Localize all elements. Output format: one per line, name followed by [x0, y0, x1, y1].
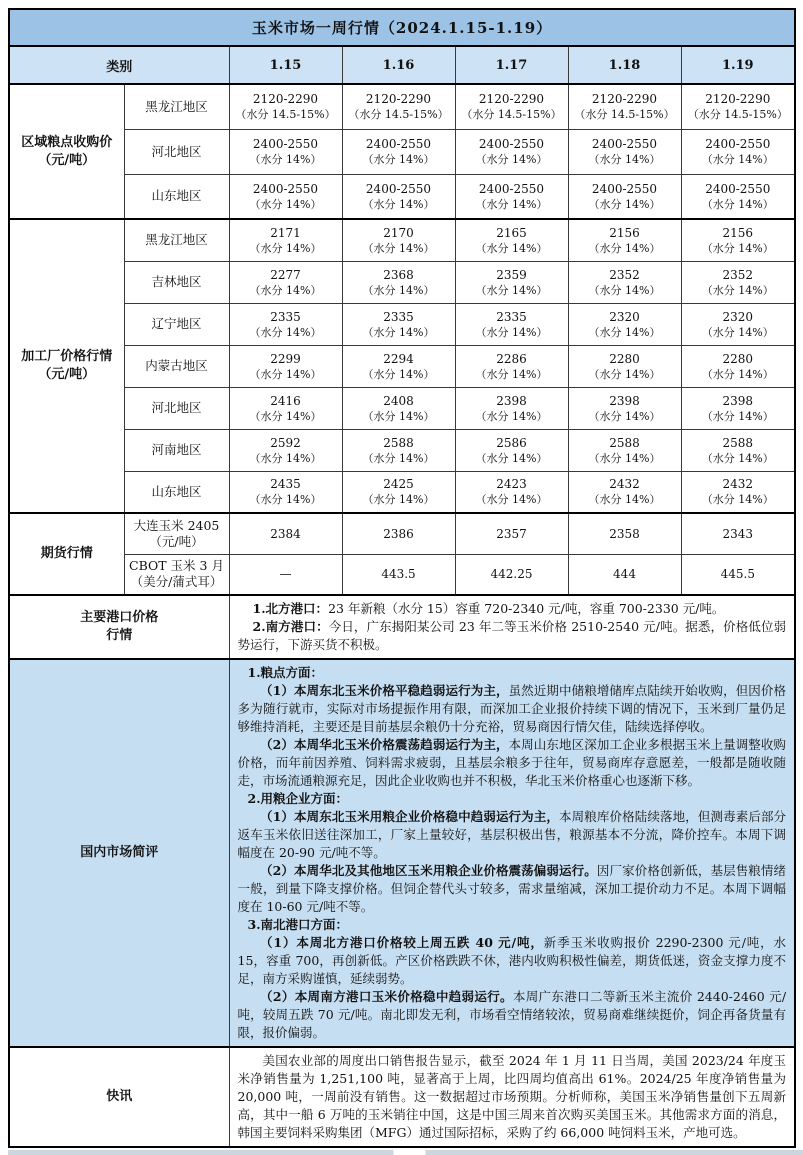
moisture-note: （水分 14%） [588, 325, 661, 339]
news-content [229, 1047, 795, 1147]
price-cell [455, 345, 568, 387]
page-bottom-strip [8, 1150, 803, 1155]
paragraph [238, 682, 787, 736]
date-column-header: 1.16 [342, 46, 455, 84]
row-label [124, 387, 229, 429]
price-cell [568, 429, 681, 471]
price-value: 2299 [270, 351, 301, 366]
price-cell [229, 84, 342, 129]
paragraph [238, 600, 787, 618]
price-cell [681, 84, 795, 129]
price-value: 2277 [270, 267, 301, 282]
moisture-note: （水分 14%） [249, 493, 322, 507]
price-cell [568, 387, 681, 429]
price-cell [455, 174, 568, 219]
table-row [9, 513, 795, 554]
paragraph-text: 因厂家价格创新低，基层售粮情绪一般，到量下降支撑价格。但饲企替代头寸较多，需求量缩减，深加工提价动力不足。本周下调幅度在 10-60 元/吨不等。 [237, 863, 787, 914]
row-label-line: 大连玉米 2405 [133, 517, 220, 533]
price-value: 2343 [722, 526, 754, 541]
price-value: 2120-2290 [591, 92, 658, 107]
price-cell [229, 513, 342, 554]
price-cell [681, 429, 795, 471]
price-cell [568, 84, 681, 129]
price-cell [681, 129, 795, 174]
table-row [9, 174, 795, 219]
price-cell [342, 513, 455, 554]
price-value: 2408 [383, 393, 414, 408]
row-label [124, 554, 229, 595]
paragraph [238, 916, 787, 934]
row-label [124, 219, 229, 261]
moisture-note: （水分 14%） [475, 367, 548, 381]
paragraph [238, 736, 787, 790]
price-cell [455, 84, 568, 129]
moisture-note: （水分 14%） [249, 283, 322, 297]
price-cell [229, 554, 342, 595]
section-label [9, 84, 124, 219]
moisture-note: （水分 14%） [475, 493, 548, 507]
price-cell [568, 219, 681, 261]
row-label [124, 129, 229, 174]
price-cell [681, 345, 795, 387]
section-label-line: 区域粮点收购价 [21, 134, 113, 150]
row-label-line: 河北地区 [151, 143, 202, 159]
moisture-note: （水分 14%） [475, 153, 548, 166]
price-cell [342, 219, 455, 261]
price-value: 2335 [270, 309, 301, 324]
section-label-line: 行情 [106, 628, 133, 643]
price-value: 2588 [722, 435, 754, 450]
row-label-line: （元/吨） [149, 533, 204, 549]
row-label-line: 黑龙江地区 [145, 232, 208, 248]
paragraph-text: 今日，广东揭阳某公司 23 年二等玉米价格 2510-2540 元/吨。据悉，价格低位弱势运行，下游买货不积极。 [237, 619, 787, 652]
paragraph-text: 23 年新粮（水分 15）容重 720-2340 元/吨，容重 700-2330 元/吨。 [328, 601, 725, 616]
paragraph [238, 664, 787, 682]
price-value: 2170 [383, 225, 414, 240]
price-cell [681, 303, 795, 345]
price-cell [681, 219, 795, 261]
price-cell [342, 129, 455, 174]
section-label-comment: 国内市场简评 [9, 659, 229, 1047]
section-label-line: 主要港口价格 [80, 610, 159, 625]
price-cell [342, 174, 455, 219]
price-value: 2400-2550 [478, 137, 545, 151]
price-value: 2588 [383, 435, 414, 450]
price-value: 2156 [609, 225, 640, 240]
paragraph-lead: （2）本周南方港口玉米价格稳中趋弱运行。 [260, 989, 513, 1004]
row-label [124, 261, 229, 303]
price-value: 2400-2550 [591, 181, 658, 196]
price-value: 2171 [270, 225, 301, 240]
price-value: 2425 [383, 477, 414, 492]
section-label-line: （元/吨） [38, 367, 96, 382]
date-column-header: 1.19 [681, 46, 795, 84]
title-row [9, 9, 795, 46]
price-grid-body [9, 84, 795, 595]
price-cell [342, 471, 455, 513]
moisture-note: （水分 14%） [475, 197, 548, 211]
price-value: 2400-2550 [705, 181, 771, 196]
moisture-note: （水分 14%） [475, 325, 548, 339]
price-value: 2357 [496, 526, 527, 541]
row-label-line: 辽宁地区 [151, 316, 202, 331]
price-cell [229, 303, 342, 345]
price-cell [681, 554, 795, 595]
port-price-row [9, 595, 795, 659]
moisture-note: （水分 14%） [588, 283, 661, 297]
moisture-note: （水分 14%） [701, 451, 774, 465]
paragraph-lead: （2）本周华北玉米价格震荡趋弱运行为主， [260, 737, 509, 752]
price-value: 2432 [722, 477, 754, 492]
paragraph-lead: （1）本周东北玉米用粮企业价格稳中趋弱运行为主， [260, 809, 560, 824]
price-cell [342, 554, 455, 595]
price-value: 2592 [270, 435, 301, 450]
news-text: 美国农业部的周度出口销售报告显示，截至 2024 年 1 月 11 日当周，美国 2023/24 年度玉米净销售量为 1,251,100 吨，显著高于上周，比四周均值高出 61%。2024/25 年度净销售量为 20,000 吨，一周前没有销售。这一数据超过市场预期。分析师称，美国玉米净销售量创下五周新高，其中一船 6 万吨的玉米销往中国，这是中国三周来首次购买美国玉米。其他需求方面的消息，韩国主要饲料采购集团（MFG）通过国际招标，采购了约 66,000 吨饲料玉米，产地可选。 [237, 1053, 787, 1140]
price-value: 2286 [496, 351, 527, 366]
moisture-note: （水分 14%） [701, 153, 774, 166]
moisture-note: （水分 14%） [362, 367, 435, 381]
moisture-note: （水分 14%） [362, 493, 435, 507]
row-label-line: 吉林地区 [151, 274, 202, 289]
moisture-note: （水分 14%） [588, 367, 661, 381]
table-row [9, 554, 795, 595]
moisture-note: （水分 14%） [249, 241, 322, 255]
price-value: 2294 [383, 351, 414, 366]
section-label-news: 快讯 [9, 1047, 229, 1147]
row-label [124, 429, 229, 471]
price-cell [455, 261, 568, 303]
row-label [124, 303, 229, 345]
date-column-header: 1.17 [455, 46, 568, 84]
moisture-note: （水分 14%） [362, 325, 435, 339]
date-header-row [9, 46, 795, 84]
price-value: 2423 [496, 477, 527, 492]
price-cell [568, 303, 681, 345]
port-paragraphs [238, 600, 787, 654]
table-row [9, 129, 795, 174]
domestic-comment-content [229, 659, 795, 1047]
price-value: 2400-2550 [478, 181, 545, 196]
price-cell [342, 345, 455, 387]
row-label-line: （美分/蒲式耳） [130, 574, 223, 590]
price-value: 2359 [496, 267, 527, 282]
moisture-note: （水分 14%） [588, 197, 661, 211]
price-value: 2435 [270, 477, 301, 492]
row-label-line: CBOT 玉米 3 月 [129, 558, 224, 574]
paragraph-lead: 1.粮点方面： [247, 665, 324, 680]
news-row [9, 1047, 795, 1147]
price-cell [455, 513, 568, 554]
price-cell [342, 429, 455, 471]
price-value: 2432 [609, 477, 640, 492]
price-value: 2400-2550 [365, 181, 432, 196]
corn-market-table [8, 8, 796, 1148]
price-value: 2352 [609, 267, 640, 282]
moisture-note: （水分 14%） [588, 451, 661, 465]
moisture-note: （水分 14.5-15%） [574, 108, 675, 122]
page-title: 玉米市场一周行情（2024.1.15-1.19） [9, 9, 795, 46]
moisture-note: （水分 14%） [701, 493, 774, 507]
price-value: 2280 [722, 351, 754, 366]
price-cell [229, 387, 342, 429]
paragraph [238, 618, 787, 654]
paragraph-lead: （1）本周北方港口价格较上周五跌 40 元/吨， [260, 935, 544, 950]
price-cell [229, 429, 342, 471]
moisture-note: （水分 14%） [701, 241, 774, 255]
price-value: 2398 [722, 393, 754, 408]
comment-paragraphs [238, 664, 787, 1042]
price-value: 2400-2550 [252, 137, 319, 151]
price-value: 2386 [383, 526, 414, 541]
moisture-note: （水分 14%） [362, 153, 435, 166]
price-cell [568, 345, 681, 387]
price-value: — [279, 567, 292, 582]
paragraph [238, 790, 787, 808]
moisture-note: （水分 14%） [362, 451, 435, 465]
price-value: 2156 [722, 225, 754, 240]
paragraph-lead: （1）本周东北玉米价格平稳趋弱运行为主， [260, 683, 509, 698]
price-value: 2335 [496, 309, 527, 324]
moisture-note: （水分 14%） [249, 451, 322, 465]
price-cell [681, 513, 795, 554]
price-value: 445.5 [720, 567, 755, 582]
section-label [9, 513, 124, 595]
row-label [124, 471, 229, 513]
row-label-line: 黑龙江地区 [145, 98, 208, 114]
moisture-note: （水分 14%） [701, 367, 774, 381]
price-value: 2352 [722, 267, 754, 282]
price-cell [681, 387, 795, 429]
moisture-note: （水分 14%） [362, 283, 435, 297]
paragraph-text: 虽然近期中储粮增储库点陆续开始收购，但因价格多为随行就市，实际对市场提振作用有限，而深加工企业报价持续下调的情况下，玉米到厂量仍足够维持消耗，主要还是目前基层余粮仍十分充裕，贸易商因行情欠佳，陆续选择停收。 [237, 683, 787, 734]
price-cell [229, 345, 342, 387]
price-value: 2120-2290 [365, 92, 432, 107]
price-value: 2400-2550 [365, 137, 432, 151]
domestic-comment-row [9, 659, 795, 1047]
moisture-note: （水分 14%） [475, 241, 548, 255]
moisture-note: （水分 14%） [362, 197, 435, 211]
row-label-line: 河南地区 [151, 442, 202, 457]
price-value: 2280 [609, 351, 640, 366]
paragraph-text: 本周山东地区深加工企业多根据玉米上量调整收购价格，而年前因养殖、饲料需求疲弱，且基层余粮多于往年，贸易商库存意愿差，一般都是随收随走，市场流通粮源充足，因此企业收购也并不积极，华北玉米价格重心也逐渐下移。 [237, 737, 787, 788]
table-row [9, 387, 795, 429]
price-value: 2588 [609, 435, 640, 450]
price-cell [455, 303, 568, 345]
row-label [124, 345, 229, 387]
price-value: 2400-2550 [591, 137, 658, 151]
table-row [9, 261, 795, 303]
paragraph-lead: 2.用粮企业方面： [247, 791, 349, 806]
price-value: 2120-2290 [705, 92, 771, 107]
moisture-note: （水分 14.5-15%） [235, 108, 336, 122]
price-cell [455, 429, 568, 471]
price-cell [568, 174, 681, 219]
price-value: 2368 [383, 267, 414, 282]
row-label-line: 内蒙古地区 [145, 358, 208, 373]
price-cell [455, 129, 568, 174]
moisture-note: （水分 14%） [701, 409, 774, 423]
price-cell [568, 554, 681, 595]
row-label [124, 174, 229, 219]
table-row [9, 345, 795, 387]
moisture-note: （水分 14%） [362, 409, 435, 423]
price-cell [568, 261, 681, 303]
row-label-line: 山东地区 [151, 188, 202, 204]
price-cell [229, 219, 342, 261]
price-cell [229, 471, 342, 513]
price-value: 443.5 [381, 567, 416, 582]
moisture-note: （水分 14%） [249, 153, 322, 166]
price-value: 2165 [496, 225, 527, 240]
price-cell [342, 387, 455, 429]
paragraph [238, 862, 787, 916]
price-value: 2335 [383, 309, 414, 324]
price-value: 442.25 [490, 567, 533, 582]
price-value: 2120-2290 [252, 92, 319, 107]
section-label-line: 期货行情 [40, 546, 93, 561]
moisture-note: （水分 14%） [588, 153, 661, 166]
moisture-note: （水分 14%） [701, 283, 774, 297]
paragraph [238, 808, 787, 862]
moisture-note: （水分 14%） [249, 409, 322, 423]
price-value: 2320 [722, 309, 754, 324]
category-header: 类别 [9, 46, 229, 84]
table-row [9, 471, 795, 513]
row-label [124, 84, 229, 129]
moisture-note: （水分 14%） [701, 197, 774, 211]
section-label-line: （元/吨） [38, 152, 96, 168]
paragraph-lead: 2.南方港口： [252, 619, 329, 634]
price-value: 2120-2290 [478, 92, 545, 107]
moisture-note: （水分 14%） [588, 409, 661, 423]
price-cell [681, 471, 795, 513]
moisture-note: （水分 14.5-15%） [687, 108, 788, 122]
table-row [9, 429, 795, 471]
table-row [9, 219, 795, 261]
paragraph-text: 本周广东港口二等新玉米主流价 2440-2460 元/吨，较周五跌 70 元/吨。南北即发无利，市场看空情绪较浓，贸易商难继续挺价，饲企再备货量有限，报价偏弱。 [237, 989, 787, 1040]
price-cell [681, 261, 795, 303]
price-cell [229, 129, 342, 174]
moisture-note: （水分 14%） [475, 451, 548, 465]
price-cell [455, 219, 568, 261]
price-cell [455, 387, 568, 429]
date-column-header: 1.15 [229, 46, 342, 84]
section-label [9, 219, 124, 513]
section-label-line: 加工厂价格行情 [21, 349, 113, 364]
moisture-note: （水分 14.5-15%） [348, 108, 449, 122]
paragraph-text: 新季玉米收购报价 2290-2300 元/吨，水 15，容重 700，再创新低。产区价格跌跌不休，港内收购积极性偏差，期货低迷，资金支撑力度不足，南方采购谨慎，延续弱势。 [237, 935, 787, 986]
price-value: 2400-2550 [705, 137, 771, 151]
table-row [9, 303, 795, 345]
moisture-note: （水分 14%） [362, 241, 435, 255]
moisture-note: （水分 14%） [475, 409, 548, 423]
moisture-note: （水分 14%） [249, 367, 322, 381]
moisture-note: （水分 14%） [249, 325, 322, 339]
section-label-ports [9, 595, 229, 659]
moisture-note: （水分 14%） [475, 283, 548, 297]
moisture-note: （水分 14.5-15%） [461, 108, 562, 122]
row-label [124, 513, 229, 554]
price-value: 2358 [609, 526, 640, 541]
price-value: 2384 [270, 526, 301, 541]
price-cell [568, 129, 681, 174]
port-price-content [229, 595, 795, 659]
paragraph-lead: 3.南北港口方面： [247, 917, 349, 932]
price-cell [342, 303, 455, 345]
table-row [9, 84, 795, 129]
price-value: 2416 [270, 393, 301, 408]
paragraph [238, 988, 787, 1042]
price-value: 2320 [609, 309, 640, 324]
price-value: 444 [613, 567, 636, 582]
moisture-note: （水分 14%） [588, 493, 661, 507]
paragraph-text: 本周粮库价格陆续落地，但测毒素后部分返车玉米依旧送往深加工，厂家上量较好，基层积极出售，粮源基本不分流，降价控车。本周下调幅度在 20-90 元/吨不等。 [237, 809, 787, 860]
price-cell [342, 84, 455, 129]
price-cell [568, 471, 681, 513]
paragraph-lead: 1.北方港口： [252, 601, 329, 616]
text-sections-body [9, 595, 795, 1147]
price-cell [568, 513, 681, 554]
price-value: 2398 [496, 393, 527, 408]
price-cell [681, 174, 795, 219]
row-label-line: 河北地区 [151, 400, 202, 415]
price-value: 2586 [496, 435, 527, 450]
moisture-note: （水分 14%） [588, 241, 661, 255]
paragraph-lead: （2）本周华北及其他地区玉米用粮企业价格震荡偏弱运行。 [260, 863, 597, 878]
row-label-line: 山东地区 [151, 483, 202, 499]
paragraph [238, 934, 787, 988]
price-cell [455, 471, 568, 513]
price-cell [455, 554, 568, 595]
moisture-note: （水分 14%） [249, 197, 322, 211]
date-column-header: 1.18 [568, 46, 681, 84]
moisture-note: （水分 14%） [701, 325, 774, 339]
price-value: 2398 [609, 393, 640, 408]
price-cell [229, 261, 342, 303]
price-cell [229, 174, 342, 219]
price-value: 2400-2550 [252, 181, 319, 196]
price-cell [342, 261, 455, 303]
